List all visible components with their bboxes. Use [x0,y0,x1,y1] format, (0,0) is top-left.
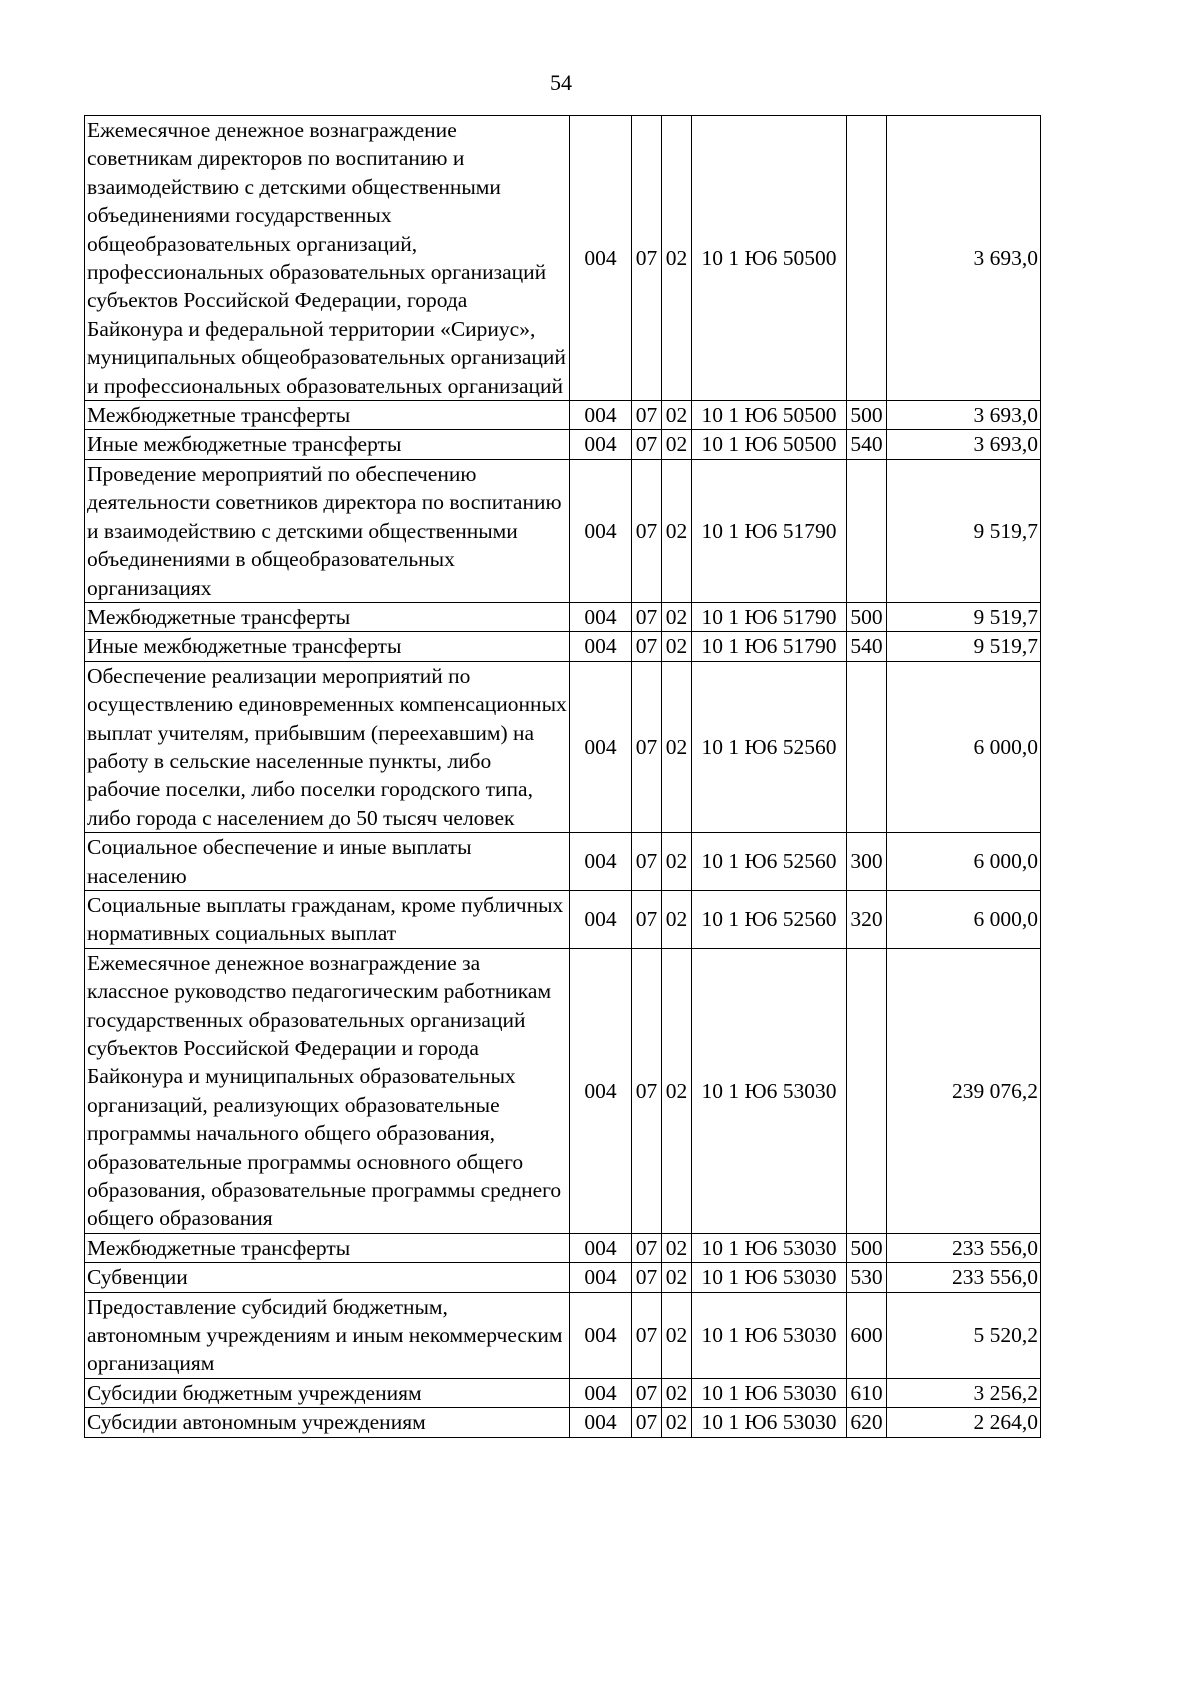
ministry-code-cell: 004 [570,430,632,459]
budget-table-body [85,116,1041,1438]
table-row [85,1378,1041,1407]
ministry-code-cell: 004 [570,948,632,1233]
target-article-cell: 10 1 Ю6 50500 [692,430,847,459]
table-row [85,833,1041,891]
section-code-cell: 07 [632,948,662,1233]
ministry-code-cell: 004 [570,833,632,891]
subsection-code-cell: 02 [662,602,692,631]
row-name-cell: Обеспечение реализации мероприятий по осуществлению единовременных компенсационных выплат учителям, прибывшим (переехавшим) на работу в сельские населенные пункты, либо рабочие поселки, либо поселки городского типа, либо города с населением до 50 тысяч человек [85,661,570,832]
subsection-code-cell: 02 [662,632,692,661]
row-name-cell: Социальное обеспечение и иные выплаты населению [85,833,570,891]
row-name-cell: Иные межбюджетные трансферты [85,632,570,661]
target-article-cell: 10 1 Ю6 53030 [692,1263,847,1292]
expense-type-cell [847,948,887,1233]
table-row [85,116,1041,401]
table-row [85,890,1041,948]
table-row [85,661,1041,832]
expense-type-cell [847,661,887,832]
amount-cell: 9 519,7 [887,602,1041,631]
section-code-cell: 07 [632,116,662,401]
section-code-cell: 07 [632,430,662,459]
subsection-code-cell: 02 [662,1263,692,1292]
section-code-cell: 07 [632,1263,662,1292]
table-row [85,1233,1041,1262]
target-article-cell: 10 1 Ю6 53030 [692,1378,847,1407]
section-code-cell: 07 [632,1292,662,1378]
row-name-cell: Субсидии бюджетным учреждениям [85,1378,570,1407]
ministry-code-cell: 004 [570,1408,632,1437]
ministry-code-cell: 004 [570,890,632,948]
target-article-cell: 10 1 Ю6 51790 [692,632,847,661]
ministry-code-cell: 004 [570,1263,632,1292]
row-name-cell: Субсидии автономным учреждениям [85,1408,570,1437]
amount-cell: 9 519,7 [887,632,1041,661]
subsection-code-cell: 02 [662,1378,692,1407]
amount-cell: 3 693,0 [887,116,1041,401]
subsection-code-cell: 02 [662,116,692,401]
row-name-cell: Межбюджетные трансферты [85,1233,570,1262]
ministry-code-cell: 004 [570,116,632,401]
table-row [85,430,1041,459]
expense-type-cell: 620 [847,1408,887,1437]
section-code-cell: 07 [632,1408,662,1437]
subsection-code-cell: 02 [662,1408,692,1437]
expense-type-cell: 540 [847,430,887,459]
amount-cell: 3 256,2 [887,1378,1041,1407]
amount-cell: 6 000,0 [887,661,1041,832]
expense-type-cell: 500 [847,602,887,631]
target-article-cell: 10 1 Ю6 50500 [692,401,847,430]
row-name-cell: Субвенции [85,1263,570,1292]
target-article-cell: 10 1 Ю6 51790 [692,602,847,631]
section-code-cell: 07 [632,401,662,430]
expense-type-cell: 300 [847,833,887,891]
subsection-code-cell: 02 [662,661,692,832]
amount-cell: 2 264,0 [887,1408,1041,1437]
row-name-cell: Межбюджетные трансферты [85,602,570,631]
ministry-code-cell: 004 [570,602,632,631]
ministry-code-cell: 004 [570,1292,632,1378]
expense-type-cell [847,116,887,401]
row-name-cell: Межбюджетные трансферты [85,401,570,430]
table-row [85,459,1041,602]
row-name-cell: Социальные выплаты гражданам, кроме публичных нормативных социальных выплат [85,890,570,948]
table-row [85,401,1041,430]
row-name-cell: Проведение мероприятий по обеспечению деятельности советников директора по воспитанию и взаимодействию с детскими общественными объединениями в общеобразовательных организациях [85,459,570,602]
section-code-cell: 07 [632,632,662,661]
expense-type-cell: 610 [847,1378,887,1407]
amount-cell: 9 519,7 [887,459,1041,602]
subsection-code-cell: 02 [662,833,692,891]
target-article-cell: 10 1 Ю6 53030 [692,948,847,1233]
target-article-cell: 10 1 Ю6 53030 [692,1408,847,1437]
ministry-code-cell: 004 [570,1233,632,1262]
expense-type-cell: 500 [847,401,887,430]
section-code-cell: 07 [632,1378,662,1407]
expense-type-cell [847,459,887,602]
subsection-code-cell: 02 [662,890,692,948]
subsection-code-cell: 02 [662,430,692,459]
ministry-code-cell: 004 [570,632,632,661]
target-article-cell: 10 1 Ю6 53030 [692,1233,847,1262]
amount-cell: 5 520,2 [887,1292,1041,1378]
subsection-code-cell: 02 [662,459,692,602]
section-code-cell: 07 [632,890,662,948]
table-row [85,602,1041,631]
amount-cell: 233 556,0 [887,1233,1041,1262]
table-row [85,632,1041,661]
table-row [85,1408,1041,1437]
target-article-cell: 10 1 Ю6 52560 [692,833,847,891]
target-article-cell: 10 1 Ю6 52560 [692,661,847,832]
section-code-cell: 07 [632,602,662,631]
section-code-cell: 07 [632,459,662,602]
target-article-cell: 10 1 Ю6 52560 [692,890,847,948]
ministry-code-cell: 004 [570,1378,632,1407]
table-row [85,1263,1041,1292]
amount-cell: 6 000,0 [887,833,1041,891]
row-name-cell: Предоставление субсидий бюджетным, автономным учреждениям и иным некоммерческим организациям [85,1292,570,1378]
expense-type-cell: 600 [847,1292,887,1378]
amount-cell: 239 076,2 [887,948,1041,1233]
amount-cell: 6 000,0 [887,890,1041,948]
amount-cell: 3 693,0 [887,430,1041,459]
section-code-cell: 07 [632,661,662,832]
section-code-cell: 07 [632,1233,662,1262]
target-article-cell: 10 1 Ю6 51790 [692,459,847,602]
budget-table [84,115,1041,1438]
expense-type-cell: 500 [847,1233,887,1262]
row-name-cell: Ежемесячное денежное вознаграждение советникам директоров по воспитанию и взаимодействию с детскими общественными объединениями государственных общеобразовательных организаций, профессиональных образовательных организаций субъектов Российской Федерации, города Байконура и федеральной территории «Сириус», муниципальных общеобразовательных организаций и профессиональных образовательных организаций [85,116,570,401]
amount-cell: 3 693,0 [887,401,1041,430]
page-number: 54 [550,70,572,95]
target-article-cell: 10 1 Ю6 53030 [692,1292,847,1378]
amount-cell: 233 556,0 [887,1263,1041,1292]
subsection-code-cell: 02 [662,1292,692,1378]
expense-type-cell: 530 [847,1263,887,1292]
row-name-cell: Ежемесячное денежное вознаграждение за классное руководство педагогическим работникам государственных образовательных организаций субъектов Российской Федерации и города Байконура и муниципальных образовательных организаций, реализующих образовательные программы начального общего образования, образовательные программы основного общего образования, образовательные программы среднего общего образования [85,948,570,1233]
table-row [85,948,1041,1233]
ministry-code-cell: 004 [570,401,632,430]
ministry-code-cell: 004 [570,661,632,832]
target-article-cell: 10 1 Ю6 50500 [692,116,847,401]
expense-type-cell: 320 [847,890,887,948]
expense-type-cell: 540 [847,632,887,661]
table-row [85,1292,1041,1378]
subsection-code-cell: 02 [662,401,692,430]
row-name-cell: Иные межбюджетные трансферты [85,430,570,459]
subsection-code-cell: 02 [662,1233,692,1262]
ministry-code-cell: 004 [570,459,632,602]
subsection-code-cell: 02 [662,948,692,1233]
section-code-cell: 07 [632,833,662,891]
